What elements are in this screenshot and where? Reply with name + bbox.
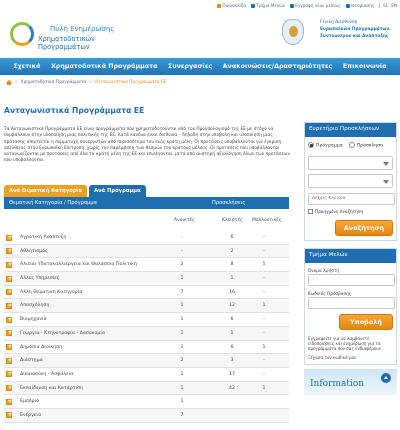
nav-programs[interactable]: Χρηματοδοτικά Προγράμματα [51,63,158,70]
open-count: 1 [180,303,184,309]
members-box [304,248,397,366]
register-icon [290,4,294,8]
closed-count: 1 [230,330,234,336]
search-box [304,122,397,241]
future-count: - [263,358,265,364]
search-button[interactable]: Αναζήτηση [335,220,393,236]
closed-count: 2 [230,248,234,254]
table-row[interactable] [4,231,289,245]
category-table [4,231,289,423]
logo-line1: Πύλη Ενημέρωσης [50,25,115,33]
category-name[interactable]: Ενέργεια [20,412,42,418]
open-count: 1 [180,276,184,282]
future-count: 1 [262,344,266,350]
expand-plus-icon[interactable] [6,385,12,391]
language-switcher [379,3,397,8]
category-name[interactable]: Άλλη Θεματική Κατηγορία [20,289,83,295]
tab-by-category[interactable]: Ανά Θεματική Κατηγορία [4,185,87,197]
expand-plus-icon[interactable] [6,412,12,418]
open-count: 2 [180,358,184,364]
sitemap-icon [346,4,350,8]
table-row[interactable] [4,286,289,300]
lang-el[interactable]: EL [383,3,389,8]
nav-announcements[interactable]: Ανακοινώσεις/Δραστηριότητες [222,63,333,70]
open-count: 7 [180,289,184,295]
radio-empty-icon [349,142,355,148]
logo-swirl-icon [10,22,34,46]
lang-en[interactable]: EN [391,3,397,8]
future-count: - [263,330,265,336]
expand-plus-icon[interactable] [6,276,12,282]
keyword-input[interactable] [308,193,395,205]
expand-plus-icon[interactable] [6,262,12,268]
open-count: 1 [180,317,184,323]
future-count: 1 [262,262,266,268]
table-row[interactable] [4,272,289,286]
home-icon [217,4,221,8]
expand-plus-icon[interactable] [6,371,12,377]
future-count: - [263,317,265,323]
category-name[interactable]: Αθλητισμός [20,248,48,254]
password-input[interactable] [308,297,395,309]
expand-plus-icon[interactable] [6,303,12,309]
category-name[interactable]: Δημόσια Διοίκηση [20,344,63,350]
expand-plus-icon[interactable] [6,330,12,336]
gov-line1: Γενική Διεύθυνση [320,20,358,25]
password-label: Κωδικός Πρόσβασης [308,290,352,296]
user-icon [251,4,255,8]
radio-program[interactable] [308,142,343,149]
open-count: - [181,248,183,254]
closed-count: 42 [229,385,235,391]
radio-call[interactable] [349,142,383,149]
subheader-closed: Κλειστές [222,218,243,223]
closed-count: 16 [229,289,235,295]
category-name[interactable]: Εκπαίδευση και Κατάρτιση [20,385,84,391]
tab-by-program[interactable]: Ανά Πρόγραμμα [89,185,146,197]
table-row[interactable] [4,382,289,396]
nav-about[interactable]: Σχετικά [13,63,41,70]
expand-plus-icon[interactable] [6,358,12,364]
header-calls: Προσκλήσεις [212,200,246,206]
closed-count: 8 [230,262,234,268]
sidebar [304,122,397,395]
members-box-title: Τμήμα Μελών [305,249,396,263]
breadcrumb-current: Ανταγωνιστικά Προγράμματα ΕΕ [94,80,167,85]
subheader-open: Ανοικτές [174,218,195,223]
category-name[interactable]: Γεωργία - Κτηνοτροφία - Δασοκομία [20,330,106,336]
table-row[interactable] [4,327,289,341]
top-links-bar [196,0,400,11]
expand-plus-icon[interactable] [6,248,12,254]
closed-count: 17 [229,371,235,377]
open-count: 1 [180,399,184,405]
closed-count: 1 [230,276,234,282]
select-category[interactable] [308,156,393,170]
table-row[interactable] [4,354,289,368]
radio-selected-icon [308,142,314,148]
category-name[interactable]: Απασχόληση [20,303,50,309]
table-row[interactable] [4,368,289,382]
future-count: - [263,371,265,377]
closed-count: 6 [230,235,234,240]
scroll-to-top-icon[interactable] [381,373,391,383]
cyprus-emblem-icon [282,19,304,45]
category-name[interactable]: Δικαιοσύνη - Ασφάλεια [20,371,74,377]
open-count: - [181,235,183,240]
forgot-password-link[interactable]: Ξέχασα τον κωδικό μου [308,355,357,361]
subheader-future: Μελλοντικές [252,218,282,223]
header [0,11,400,58]
top-link-home[interactable]: Οικοσελίδα [217,3,246,8]
username-label: Όνομα Χρήστη [308,267,340,273]
future-count: - [263,276,265,282]
table-row[interactable] [4,258,289,272]
select-program[interactable] [308,174,393,188]
table-row[interactable] [4,409,289,423]
closed-count: 6 [230,344,234,350]
submit-button[interactable]: Υποβολή [339,314,393,330]
closed-count: 3 [230,358,234,364]
home-icon[interactable] [6,80,12,85]
breadcrumb [6,80,166,85]
nav-contact[interactable]: Επικοινωνία [342,63,387,70]
expand-plus-icon[interactable] [6,289,12,295]
category-name[interactable]: Διάστημα [20,358,43,364]
category-name[interactable]: Αγροτική Ανάπτυξη [20,235,67,240]
closed-count: 6 [230,317,234,323]
breadcrumb-separator: » [15,80,18,85]
radio-program-label: Πρόγραμμα [316,143,343,149]
expand-plus-icon[interactable] [6,399,12,405]
expand-plus-icon[interactable] [6,344,12,350]
table-subheader [4,216,289,226]
site-logo[interactable] [8,14,138,54]
main-nav [0,58,400,75]
search-box-title: Ευρετήριο Προσκλήσεων [305,123,396,137]
expand-plus-icon[interactable] [6,317,12,323]
radio-call-label: Πρόσκληση [356,143,383,149]
open-count: 1 [180,371,184,377]
members-note: Εγγραφείτε για να λαμβάνετε ειδοποιήσεις και ενημέρωση για τα προγράμματα που σας ενδιαφέρουν [308,335,382,351]
tab-bar [4,185,146,197]
intro-text: Τα Ανταγωνιστικά Προγράμματα ΕΕ είναι προγράμματα που χρηματοδοτούνται από τον Προϋπολογισμό της ΕΕ με στόχο να συμβάλλουν στην υλοποίηση μιας πολιτικής της ΕΕ. Κατά κανόνα είναι διεθνικά – δηλαδή στην υποβολή και υλοποίηση μιας πρότασης απαιτείται η συμμετοχή συνεργατών από περισσότερα του ενός κράτη μέλη. Οι προτάσεις υποβάλλονται για έγκριση απευθείας στην Ευρωπαϊκή Επιτροπή, χωρίς την παρέμβαση των θεσμών του κράτους μέλους. Οι προτάσεις που υποβάλλονται ανταγωνίζονται με προτάσεις από όλα τα κράτη μέλη της ΕΕ και επιλέγονται, μετά από αυστηρή αξιολόγηση όλων των προτάσεων που υποβάλλονται. [4,127,290,164]
future-count: 1 [262,385,266,391]
advanced-search-option[interactable] [308,209,393,214]
header-category: Θεματική Κατηγορία / Πρόγραμμα [9,200,98,206]
future-count: - [263,248,265,254]
top-link-members[interactable]: Τμήμα Μελών [251,3,285,8]
open-count: 1 [180,330,184,336]
future-count: 1 [262,303,266,309]
category-name[interactable]: Εμπόριο [20,399,40,405]
table-row[interactable] [4,341,289,355]
open-count: 1 [180,385,184,391]
category-name[interactable]: Βιομηχανία [20,317,47,323]
expand-plus-icon[interactable] [6,235,12,241]
checkbox-icon[interactable] [308,209,313,214]
closed-count: 12 [229,303,235,309]
open-count: 1 [180,344,184,350]
table-row[interactable] [4,245,289,259]
open-count: 2 [180,262,184,268]
gov-line2: Ευρωπαϊκών Προγραμμάτων, [320,27,391,32]
table-header [4,197,289,209]
username-input[interactable] [308,274,395,286]
information-banner[interactable] [304,369,397,395]
nav-partnerships[interactable]: Συνεργασίες [168,63,213,70]
future-count: - [263,289,265,295]
category-name[interactable]: Άλλες Υπηρεσίες [20,276,60,282]
table-row[interactable] [4,313,289,327]
logo-line2: Χρηματοδοτικών Προγραμμάτων [38,35,95,51]
top-link-register[interactable]: Εγγραφή νέου μέλους [290,3,341,8]
information-banner-text: Information [310,379,365,390]
future-count: - [263,235,265,240]
page-title: Ανταγωνιστικά Προγράμματα ΕΕ [4,106,145,115]
table-row[interactable] [4,395,289,409]
open-count: 7 [180,412,184,418]
government-logo [282,17,397,51]
top-link-sitemap[interactable]: Ιστορίασης [346,3,375,8]
breadcrumb-separator: » [89,80,92,85]
category-name[interactable]: Αλιεία/ Υδατοκαλλιέργεια και Θαλάσσια Πολιτική [20,262,137,268]
table-row[interactable] [4,299,289,313]
gov-line3: Συντονισμού και Ανάπτυξης [320,34,389,39]
advanced-search-label: Προηγμένη Αναζήτηση [315,208,364,214]
breadcrumb-programs[interactable]: Χρηματοδοτικά Προγράμματα [20,80,87,85]
